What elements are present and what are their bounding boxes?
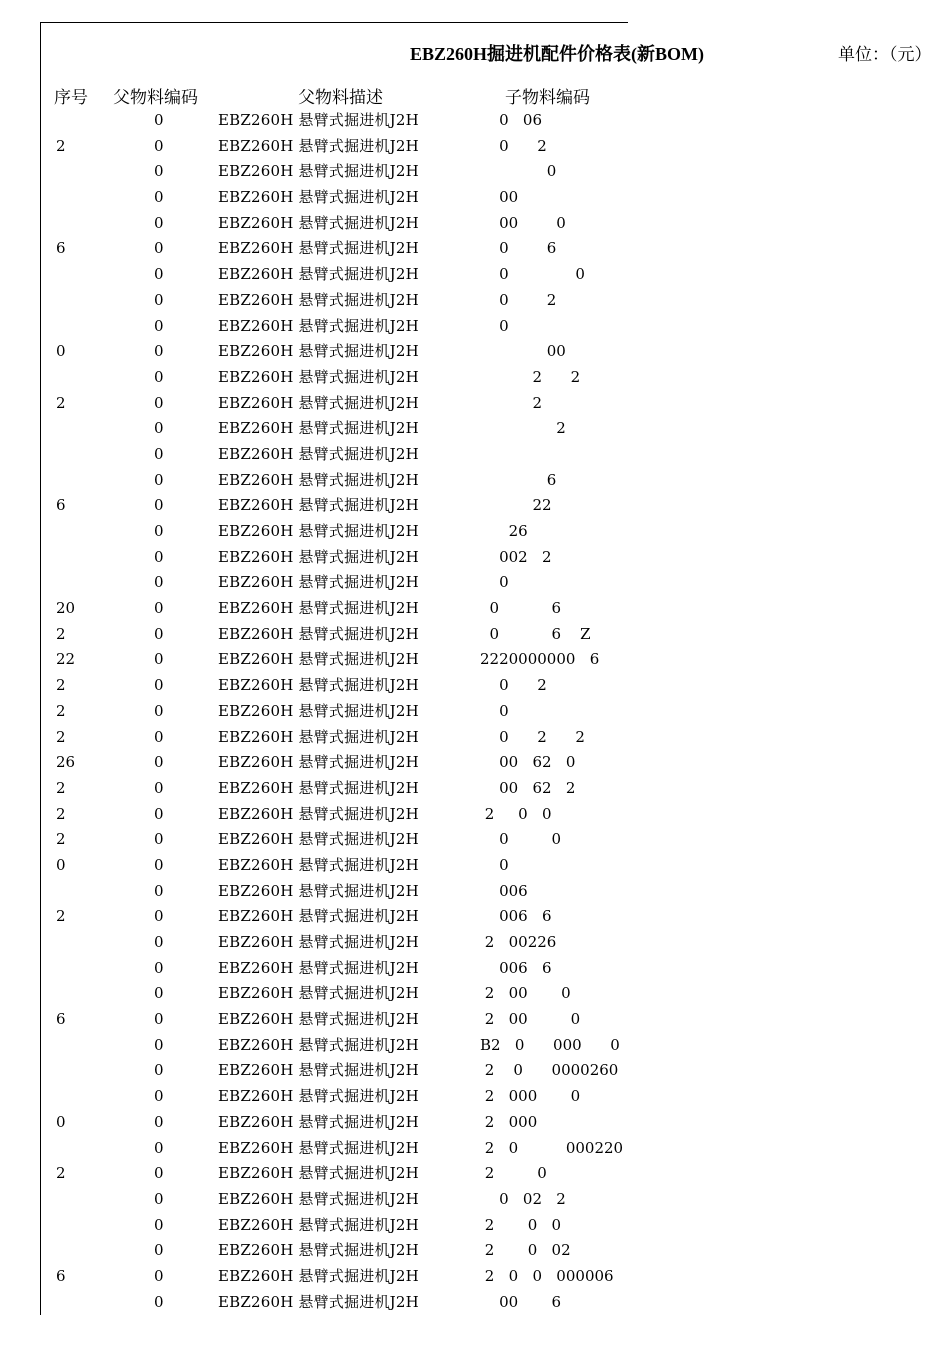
table-row	[0, 570, 950, 596]
table-row	[0, 236, 950, 262]
cell-child-code: 00	[480, 188, 519, 207]
table-row	[0, 1213, 950, 1239]
table-row	[0, 1187, 950, 1213]
table-row	[0, 134, 950, 160]
table-row	[0, 1264, 950, 1290]
table-row	[0, 288, 950, 314]
cell-seq: 6	[56, 1266, 66, 1285]
cell-parent-desc: EBZ260H 悬臂式掘进机J2H	[218, 881, 419, 900]
cell-parent-code: 0	[154, 855, 164, 874]
cell-parent-code: 0	[154, 1241, 164, 1260]
cell-parent-code: 0	[154, 419, 164, 438]
cell-parent-code: 0	[154, 111, 164, 129]
cell-parent-desc: EBZ260H 悬臂式掘进机J2H	[218, 265, 419, 284]
cell-parent-code: 0	[154, 958, 164, 977]
cell-child-code: 0 02 2	[480, 1189, 566, 1208]
cell-parent-desc: EBZ260H 悬臂式掘进机J2H	[218, 804, 419, 823]
cell-child-code: 2 00226	[480, 933, 557, 951]
table-row	[0, 904, 950, 930]
cell-parent-code: 0	[154, 1215, 164, 1234]
cell-seq: 6	[56, 496, 66, 515]
cell-parent-code: 0	[154, 1266, 164, 1285]
table-row	[0, 827, 950, 853]
header-child-code: 子物料编码	[505, 88, 590, 108]
cell-parent-code: 0	[154, 1138, 164, 1157]
cell-parent-desc: EBZ260H 悬臂式掘进机J2H	[218, 830, 419, 849]
cell-seq: 2	[56, 136, 66, 155]
cell-parent-desc: EBZ260H 悬臂式掘进机J2H	[218, 136, 419, 155]
cell-parent-code: 0	[154, 624, 164, 643]
cell-seq: 6	[56, 1010, 66, 1029]
cell-parent-code: 0	[154, 907, 164, 926]
cell-child-code: 0 2	[480, 136, 547, 155]
cell-seq: 22	[56, 650, 76, 669]
cell-parent-desc: EBZ260H 悬臂式掘进机J2H	[218, 624, 419, 643]
cell-child-code: 2 0 0	[480, 804, 552, 823]
cell-parent-code: 0	[154, 599, 164, 618]
cell-parent-desc: EBZ260H 悬臂式掘进机J2H	[218, 111, 419, 129]
cell-child-code: 26	[480, 522, 528, 540]
table-row	[0, 647, 950, 673]
cell-parent-desc: EBZ260H 悬臂式掘进机J2H	[218, 342, 419, 361]
cell-child-code: 2	[480, 419, 566, 438]
cell-child-code: 00	[480, 342, 566, 361]
cell-parent-code: 0	[154, 1087, 164, 1106]
cell-parent-code: 0	[154, 496, 164, 515]
table-row	[0, 622, 950, 648]
document-title: EBZ260H掘进机配件价格表(新BOM)	[410, 44, 705, 64]
cell-child-code: 2 0 0 000006	[480, 1266, 614, 1285]
table-row	[0, 879, 950, 905]
cell-seq: 2	[56, 804, 66, 823]
cell-parent-code: 0	[154, 1010, 164, 1029]
cell-parent-desc: EBZ260H 悬臂式掘进机J2H	[218, 290, 419, 309]
table-top-border	[40, 22, 628, 23]
table-row	[0, 468, 950, 494]
table-row	[0, 159, 950, 185]
cell-child-code: 0	[480, 316, 509, 335]
cell-child-code: 00 62 0	[480, 753, 576, 772]
cell-child-code: 0 0	[480, 830, 562, 849]
cell-parent-desc: EBZ260H 悬臂式掘进机J2H	[218, 958, 419, 977]
table-row	[0, 1110, 950, 1136]
cell-parent-desc: EBZ260H 悬臂式掘进机J2H	[218, 676, 419, 695]
table-row	[0, 211, 950, 237]
cell-parent-desc: EBZ260H 悬臂式掘进机J2H	[218, 444, 419, 463]
table-row	[0, 673, 950, 699]
table-row	[0, 596, 950, 622]
cell-child-code: 0 06	[480, 111, 543, 129]
cell-child-code: 0 6	[480, 599, 562, 618]
table-row	[0, 1238, 950, 1264]
table-row	[0, 981, 950, 1007]
cell-seq: 0	[56, 855, 66, 874]
cell-parent-code: 0	[154, 239, 164, 258]
cell-seq: 26	[56, 753, 76, 772]
table-row	[0, 1290, 950, 1316]
cell-parent-desc: EBZ260H 悬臂式掘进机J2H	[218, 1292, 419, 1311]
cell-parent-code: 0	[154, 162, 164, 181]
cell-parent-desc: EBZ260H 悬臂式掘进机J2H	[218, 701, 419, 720]
table-row	[0, 365, 950, 391]
cell-child-code: B2 0 000 0	[480, 1035, 620, 1054]
cell-parent-code: 0	[154, 676, 164, 695]
table-row	[0, 776, 950, 802]
table-row	[0, 699, 950, 725]
cell-parent-code: 0	[154, 393, 164, 412]
cell-parent-desc: EBZ260H 悬臂式掘进机J2H	[218, 1061, 419, 1080]
cell-parent-code: 0	[154, 522, 164, 540]
cell-child-code: 2 0 02	[480, 1241, 571, 1260]
cell-parent-desc: EBZ260H 悬臂式掘进机J2H	[218, 1035, 419, 1054]
cell-child-code: 2 0 0	[480, 1215, 562, 1234]
cell-parent-desc: EBZ260H 悬臂式掘进机J2H	[218, 778, 419, 797]
cell-child-code: 2220000000 6	[480, 650, 600, 669]
cell-child-code: 2 00 0	[480, 984, 571, 1003]
table-row	[0, 1058, 950, 1084]
cell-parent-code: 0	[154, 213, 164, 232]
cell-seq: 2	[56, 727, 66, 746]
table-row	[0, 185, 950, 211]
table-row	[0, 545, 950, 571]
cell-seq: 2	[56, 830, 66, 849]
cell-parent-code: 0	[154, 701, 164, 720]
cell-parent-desc: EBZ260H 悬臂式掘进机J2H	[218, 547, 419, 566]
cell-child-code: 006	[480, 881, 528, 900]
cell-child-code: 2 000 0	[480, 1087, 581, 1106]
cell-child-code: 0 0	[480, 265, 585, 284]
cell-parent-desc: EBZ260H 悬臂式掘进机J2H	[218, 1112, 419, 1131]
cell-child-code: 6	[480, 470, 557, 489]
unit-label: 单位：（元）	[838, 45, 932, 64]
cell-parent-desc: EBZ260H 悬臂式掘进机J2H	[218, 1087, 419, 1106]
table-row	[0, 802, 950, 828]
cell-child-code: 0 2	[480, 290, 557, 309]
cell-child-code: 0	[480, 855, 509, 874]
cell-seq: 2	[56, 907, 66, 926]
cell-child-code: 0 6 Z	[480, 624, 591, 643]
table-row	[0, 956, 950, 982]
table-row	[0, 442, 950, 468]
cell-parent-desc: EBZ260H 悬臂式掘进机J2H	[218, 727, 419, 746]
cell-child-code: 002 2	[480, 547, 552, 566]
cell-child-code: 00 0	[480, 213, 566, 232]
cell-parent-desc: EBZ260H 悬臂式掘进机J2H	[218, 367, 419, 386]
table-body	[0, 108, 950, 1315]
table-row	[0, 314, 950, 340]
table-row	[0, 1007, 950, 1033]
cell-seq: 0	[56, 1112, 66, 1131]
cell-parent-desc: EBZ260H 悬臂式掘进机J2H	[218, 1189, 419, 1208]
table-row	[0, 1161, 950, 1187]
cell-child-code: 2 00 0	[480, 1010, 581, 1029]
cell-parent-code: 0	[154, 933, 164, 951]
cell-child-code: 2 000	[480, 1112, 538, 1131]
table-row	[0, 416, 950, 442]
cell-parent-code: 0	[154, 342, 164, 361]
cell-parent-code: 0	[154, 727, 164, 746]
cell-parent-desc: EBZ260H 悬臂式掘进机J2H	[218, 984, 419, 1003]
cell-parent-desc: EBZ260H 悬臂式掘进机J2H	[218, 573, 419, 592]
cell-parent-code: 0	[154, 316, 164, 335]
cell-parent-code: 0	[154, 188, 164, 207]
cell-parent-code: 0	[154, 470, 164, 489]
cell-seq: 2	[56, 393, 66, 412]
cell-parent-desc: EBZ260H 悬臂式掘进机J2H	[218, 855, 419, 874]
cell-parent-code: 0	[154, 547, 164, 566]
table-row	[0, 108, 950, 134]
cell-parent-desc: EBZ260H 悬臂式掘进机J2H	[218, 1241, 419, 1260]
cell-seq: 2	[56, 778, 66, 797]
cell-child-code: 2 0 0000260	[480, 1061, 619, 1080]
cell-parent-code: 0	[154, 881, 164, 900]
cell-parent-code: 0	[154, 753, 164, 772]
cell-parent-code: 0	[154, 1112, 164, 1131]
header-parent-code: 父物料编码	[113, 88, 198, 108]
cell-parent-code: 0	[154, 444, 164, 463]
cell-parent-code: 0	[154, 1035, 164, 1054]
cell-parent-code: 0	[154, 1164, 164, 1183]
cell-parent-code: 0	[154, 650, 164, 669]
table-row	[0, 262, 950, 288]
table-row	[0, 493, 950, 519]
cell-parent-desc: EBZ260H 悬臂式掘进机J2H	[218, 419, 419, 438]
cell-parent-code: 0	[154, 573, 164, 592]
cell-child-code: 0	[480, 701, 509, 720]
table-row	[0, 1033, 950, 1059]
table-row	[0, 519, 950, 545]
table-row	[0, 1136, 950, 1162]
header-parent-desc: 父物料描述	[298, 88, 383, 108]
cell-parent-desc: EBZ260H 悬臂式掘进机J2H	[218, 1010, 419, 1029]
cell-child-code: 22	[480, 496, 552, 515]
cell-parent-desc: EBZ260H 悬臂式掘进机J2H	[218, 907, 419, 926]
cell-child-code: 00 62 2	[480, 778, 576, 797]
cell-parent-desc: EBZ260H 悬臂式掘进机J2H	[218, 650, 419, 669]
cell-parent-code: 0	[154, 290, 164, 309]
cell-parent-desc: EBZ260H 悬臂式掘进机J2H	[218, 239, 419, 258]
cell-child-code: 0 2	[480, 676, 547, 695]
cell-parent-code: 0	[154, 367, 164, 386]
table-row	[0, 750, 950, 776]
cell-parent-desc: EBZ260H 悬臂式掘进机J2H	[218, 599, 419, 618]
cell-child-code: 0	[480, 162, 557, 181]
cell-seq: 2	[56, 701, 66, 720]
cell-seq: 2	[56, 676, 66, 695]
table-row	[0, 391, 950, 417]
cell-parent-code: 0	[154, 984, 164, 1003]
cell-parent-desc: EBZ260H 悬臂式掘进机J2H	[218, 933, 419, 951]
cell-seq: 0	[56, 342, 66, 361]
cell-parent-desc: EBZ260H 悬臂式掘进机J2H	[218, 522, 419, 540]
cell-seq: 6	[56, 239, 66, 258]
cell-child-code: 006 6	[480, 907, 552, 926]
cell-parent-desc: EBZ260H 悬臂式掘进机J2H	[218, 1138, 419, 1157]
cell-child-code: 2	[480, 393, 542, 412]
cell-parent-code: 0	[154, 136, 164, 155]
cell-child-code: 0 2 2	[480, 727, 585, 746]
cell-parent-desc: EBZ260H 悬臂式掘进机J2H	[218, 1215, 419, 1234]
cell-parent-code: 0	[154, 1061, 164, 1080]
cell-child-code: 0	[480, 573, 509, 592]
table-row	[0, 853, 950, 879]
cell-parent-desc: EBZ260H 悬臂式掘进机J2H	[218, 188, 419, 207]
cell-parent-code: 0	[154, 830, 164, 849]
cell-parent-desc: EBZ260H 悬臂式掘进机J2H	[218, 1164, 419, 1183]
table-row	[0, 339, 950, 365]
cell-parent-desc: EBZ260H 悬臂式掘进机J2H	[218, 162, 419, 181]
cell-seq: 2	[56, 1164, 66, 1183]
cell-parent-desc: EBZ260H 悬臂式掘进机J2H	[218, 1266, 419, 1285]
cell-parent-desc: EBZ260H 悬臂式掘进机J2H	[218, 753, 419, 772]
cell-parent-desc: EBZ260H 悬臂式掘进机J2H	[218, 213, 419, 232]
cell-child-code: 006 6	[480, 958, 552, 977]
cell-parent-code: 0	[154, 1189, 164, 1208]
cell-parent-code: 0	[154, 1292, 164, 1311]
cell-parent-desc: EBZ260H 悬臂式掘进机J2H	[218, 470, 419, 489]
cell-parent-desc: EBZ260H 悬臂式掘进机J2H	[218, 316, 419, 335]
cell-seq: 2	[56, 624, 66, 643]
table-row	[0, 1084, 950, 1110]
table-row	[0, 725, 950, 751]
cell-child-code: 0 6	[480, 239, 557, 258]
header-seq: 序号	[54, 88, 88, 108]
table-row	[0, 930, 950, 956]
cell-parent-desc: EBZ260H 悬臂式掘进机J2H	[218, 496, 419, 515]
cell-parent-desc: EBZ260H 悬臂式掘进机J2H	[218, 393, 419, 412]
cell-parent-code: 0	[154, 804, 164, 823]
cell-seq: 20	[56, 599, 76, 618]
cell-parent-code: 0	[154, 778, 164, 797]
cell-parent-code: 0	[154, 265, 164, 284]
cell-child-code: 2 2	[480, 367, 581, 386]
cell-child-code: 00 6	[480, 1292, 562, 1311]
cell-child-code: 2 0 000220	[480, 1138, 624, 1157]
cell-child-code: 2 0	[480, 1164, 547, 1183]
